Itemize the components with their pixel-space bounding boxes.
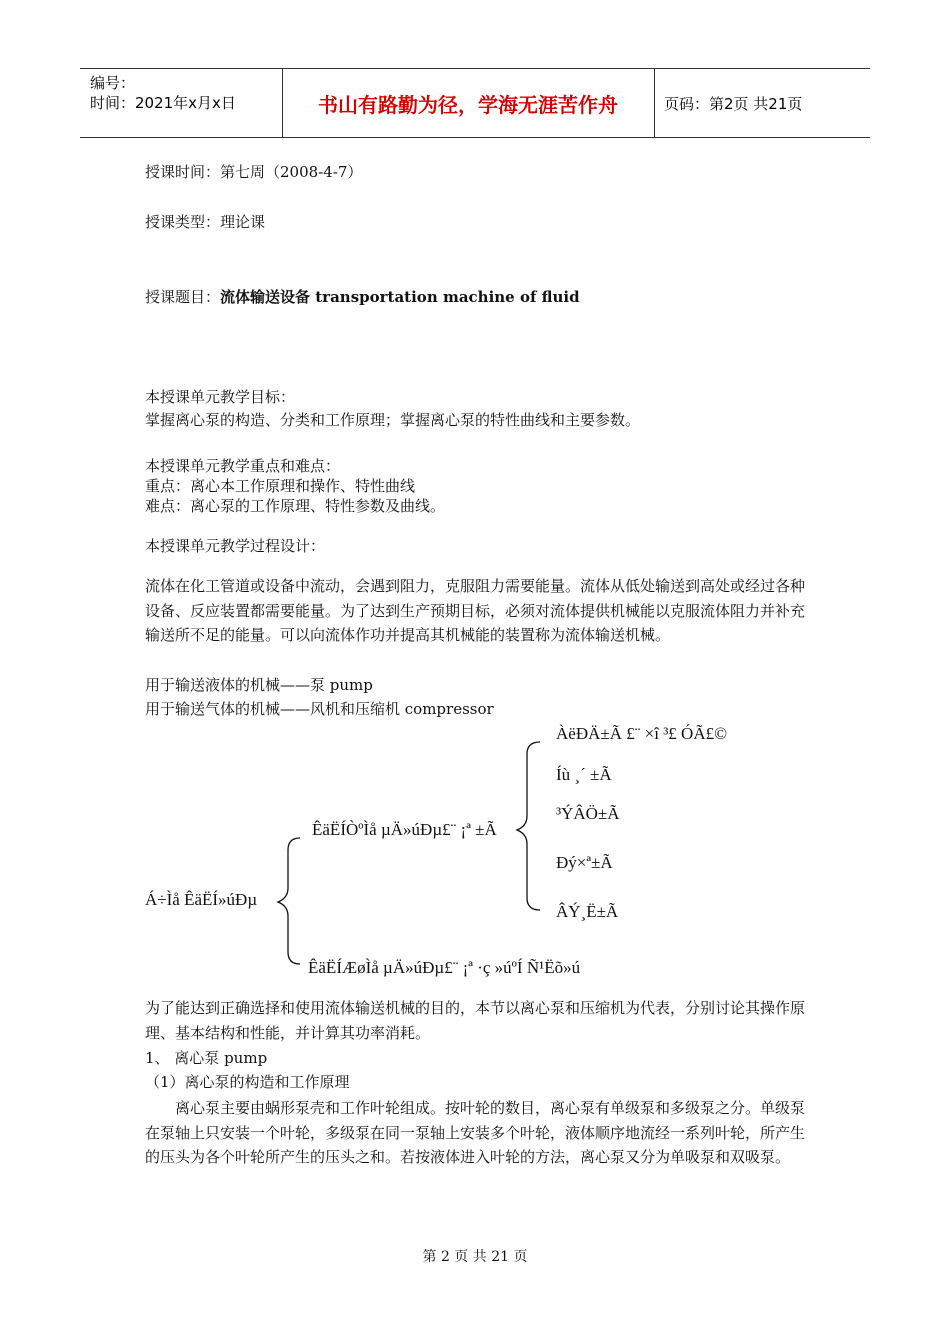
section-heading-2: （1）离心泵的构造和工作原理 xyxy=(145,1073,350,1091)
header-table xyxy=(80,68,870,138)
diagram-braces xyxy=(0,720,950,990)
diagram-root: Á÷Ìå ÊäËÍ»úÐµ xyxy=(145,890,258,909)
time-label: 时间：2021年x月x日 xyxy=(90,94,236,112)
diagram-branch-liquid: ÊäËÍÒºÌå µÄ»úÐµ£¨ ¡ª ±Ã xyxy=(312,820,497,839)
diagram-leaf: Íù ¸´ ±Ã xyxy=(556,765,612,784)
diagram-leaf: ³ÝÂÖ±Ã xyxy=(556,804,620,823)
lecture-topic xyxy=(145,285,580,309)
classification-diagram xyxy=(0,720,950,990)
diagram-leaf: ÀëÐÄ±Ã £¨ ×î ³£ ÓÃ£© xyxy=(556,724,728,743)
header-left-cell xyxy=(90,73,236,113)
process-liquid: 用于输送液体的机械——泵 pump xyxy=(145,676,373,694)
topic-prefix: 授课题目： xyxy=(145,288,221,306)
goals-text: 掌握离心泵的构造、分类和工作原理；掌握离心泵的特性曲线和主要参数。 xyxy=(145,411,641,429)
root-brace xyxy=(278,838,300,964)
process-heading: 本授课单元教学过程设计： xyxy=(145,537,326,555)
diagram-branch-gas: ÊäËÍÆøÌå µÄ»úÐµ£¨ ¡ª ·ç »úºÍ Ñ¹Ëõ»ú xyxy=(308,958,581,977)
diagram-leaf: Ðý×ª±Ã xyxy=(556,853,613,872)
process-gas: 用于输送气体的机械——风机和压缩机 compressor xyxy=(145,700,494,718)
lecture-time: 授课时间：第七周（2008-4-7） xyxy=(145,163,363,181)
section-heading-1: 1、 离心泵 pump xyxy=(145,1049,268,1067)
process-intro: 流体在化工管道或设备中流动，会遇到阻力，克服阻力需要能量。流体从低处输送到高处或经过各种设备、反应装置都需要能量。为了达到生产预期目标，必须对流体提供机械能以克服流体阻力并补充输送所不足的能量。可以向流体作功并提高其机械能的装置称为流体输送机械。 xyxy=(145,577,806,644)
keypoints-heading: 本授课单元教学重点和难点： xyxy=(145,457,341,475)
topic-title: 流体输送设备 transportation machine of fluid xyxy=(220,288,580,306)
keypoints-difficult: 难点：离心泵的工作原理、特性参数及曲线。 xyxy=(145,497,446,515)
lecture-type: 授课类型：理论课 xyxy=(145,213,266,231)
number-label: 编号： xyxy=(90,74,136,92)
section-body: 离心泵主要由蜗形泵壳和工作叶轮组成。按叶轮的数目，离心泵有单级泵和多级泵之分。单级泵在泵轴上只安装一个叶轮，多级泵在同一泵轴上安装多个叶轮，液体顺序地流经一系列叶轮，所产生的压头为各个叶轮所产生的压头之和。若按液体进入叶轮的方法，离心泵又分为单吸泵和双吸泵。 xyxy=(145,1099,806,1166)
header-divider xyxy=(654,69,655,137)
goals-heading: 本授课单元教学目标： xyxy=(145,388,296,406)
section-summary: 为了能达到正确选择和使用流体输送机械的目的，本节以离心泵和压缩机为代表，分别讨论其操作原理、基本结构和性能，并计算其功率消耗。 xyxy=(145,999,806,1042)
pump-brace xyxy=(517,742,540,910)
header-page-label: 页码：第2页 共21页 xyxy=(664,95,803,113)
page-footer: 第 2 页 共 21 页 xyxy=(422,1249,528,1265)
header-motto: 书山有路勤为径，学海无涯苦作舟 xyxy=(318,92,618,117)
diagram-leaf: ÂÝ¸Ë±Ã xyxy=(556,902,619,921)
keypoints-key: 重点：离心本工作原理和操作、特性曲线 xyxy=(145,477,416,495)
